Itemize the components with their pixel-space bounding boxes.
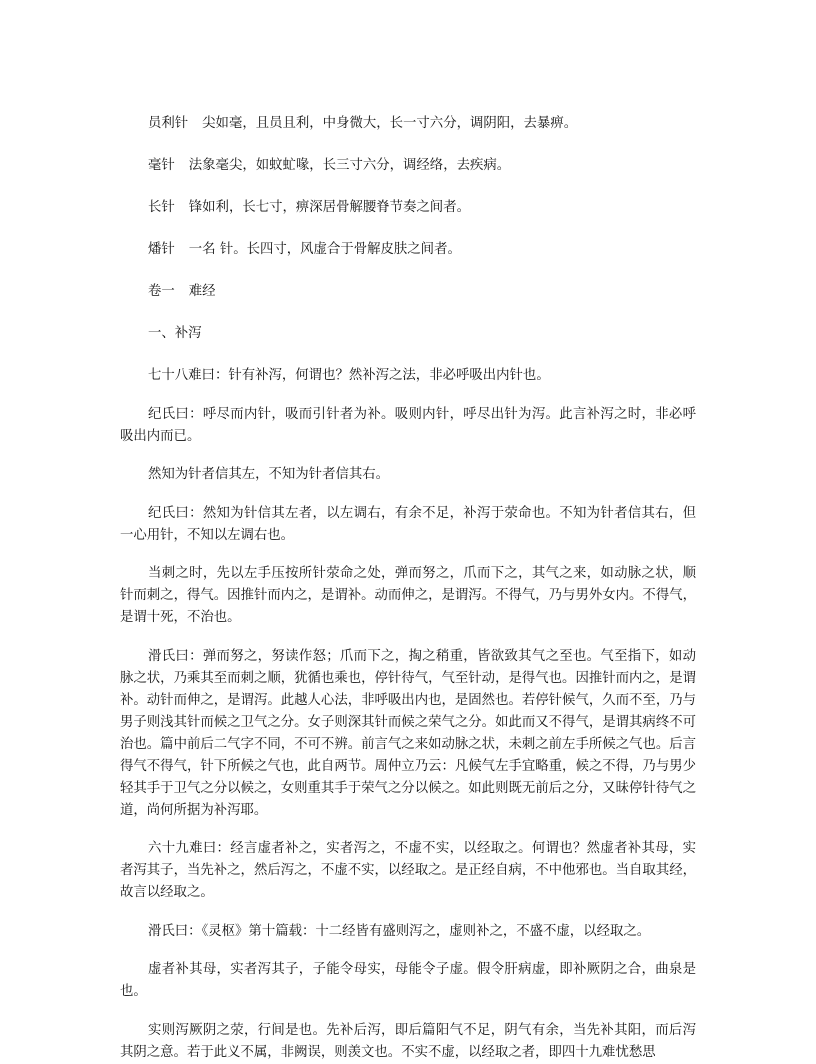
needle-entry-hao (120, 155, 696, 177)
volume-label: 卷一 (148, 284, 175, 299)
needle-name: 员利针 (148, 116, 189, 131)
paragraph-left-right: 然知为针者信其左，不知为针者信其右。 (148, 467, 390, 482)
paragraph-ji-commentary-1: 纪氏曰：呼尽而内针，吸而引针者为补。吸则内针，呼尽出针为泻。此言补泻之时，非必呼吸出内而已。 (120, 406, 696, 444)
paragraph-69-nan: 六十九难曰：经言虚者补之，实者泻之，不虚不实，以经取之。何谓也？然虚者补其母，实者泻其子，当先补之，然后泻之，不虚不实，以经取之。是正经自病，不中他邪也。当自取其经，故言以经取之。 (120, 841, 696, 900)
paragraph-needling-method: 当刺之时，先以左手压按所针荥命之处，弹而努之，爪而下之，其气之来，如动脉之状，顺针而刺之，得气。因推针而内之，是谓补。动而伸之，是谓泻。不得气，乃与男外女内。不得气，是谓十死，不治也。 (120, 566, 696, 625)
needle-entry-chang (120, 197, 696, 219)
needle-description: 锋如利，长七寸，痹深居骨解腰脊节奏之间者。 (188, 200, 470, 215)
paragraph-mother-child: 虚者补其母，实者泻其子，子能令母实，母能令子虚。假令肝病虚，即补厥阴之合，曲泉是也。 (120, 962, 696, 999)
paragraph-hua-commentary-2: 滑氏曰：《灵枢》第十篇载：十二经皆有盛则泻之，虚则补之，不盛不虚，以经取之。 (148, 923, 651, 939)
volume-heading (120, 281, 696, 303)
needle-name: 燔针 (148, 242, 175, 257)
section-heading: 一、补泻 (148, 326, 202, 341)
needle-name: 长针 (148, 200, 175, 215)
needle-entry-yuanli (120, 113, 696, 135)
paragraph-78-nan: 七十八难曰：针有补泻，何谓也？然补泻之法，非必呼吸出内针也。 (148, 368, 550, 383)
document-page (120, 113, 696, 1064)
paragraph-hua-commentary-1: 滑氏曰：弹而努之，努读作怒；爪而下之，掏之稍重，皆欲致其气之至也。气至指下，如动脉之状，乃乘其至而刺之顺，犹循也乘也，停针待气，气至针动，是得气也。因推针而内之，是谓补。动针而伸之，是谓泻。此越人心法，非呼吸出内也，是固然也。若停针候气，久而不至，乃与男子则浅其针而候之卫气之分。女子则深其针而候之荣气之分。如此而又不得气，是谓其病终不可治也。篇中前后二气字不同，不可不辨。前言气之来如动脉之状，未刺之前左手所候之气也。后言得气不得气，针下所候之气也，此自两节。周仲立乃云：凡候气左手宜略重，候之不得，乃与男少轻其手于卫气之分以候之，女则重其手于荣气之分以候之。如此则既无前后之分，又昧停针待气之道，尚何所据为补泻耶。 (120, 648, 696, 818)
needle-name: 毫针 (148, 158, 175, 173)
volume-title: 难经 (188, 284, 216, 299)
paragraph-ji-commentary-2: 纪氏曰：然知为针信其左者，以左调右，有余不足，补泻于荥命也。不知为针者信其右，但一心用针，不知以左调右也。 (120, 505, 696, 543)
needle-entry-fan (120, 239, 696, 261)
paragraph-xingjian: 实则泻厥阴之荥，行间是也。先补后泻，即后篇阳气不足，阴气有余，当先补其阳，而后泻其阴之意。若于此义不属，非阙误，则羡文也。不实不虚，以经取之者，即四十九难忧愁思 (120, 1022, 696, 1060)
needle-description: 尖如毫，且员且利，中身微大，长一寸六分，调阴阳，去暴痹。 (202, 116, 578, 131)
needle-description: 一名 针。长四寸，风虚合于骨解皮肤之间者。 (188, 242, 461, 257)
needle-description: 法象毫尖，如蚊虻喙，长三寸六分，调经络，去疾病。 (188, 158, 511, 173)
